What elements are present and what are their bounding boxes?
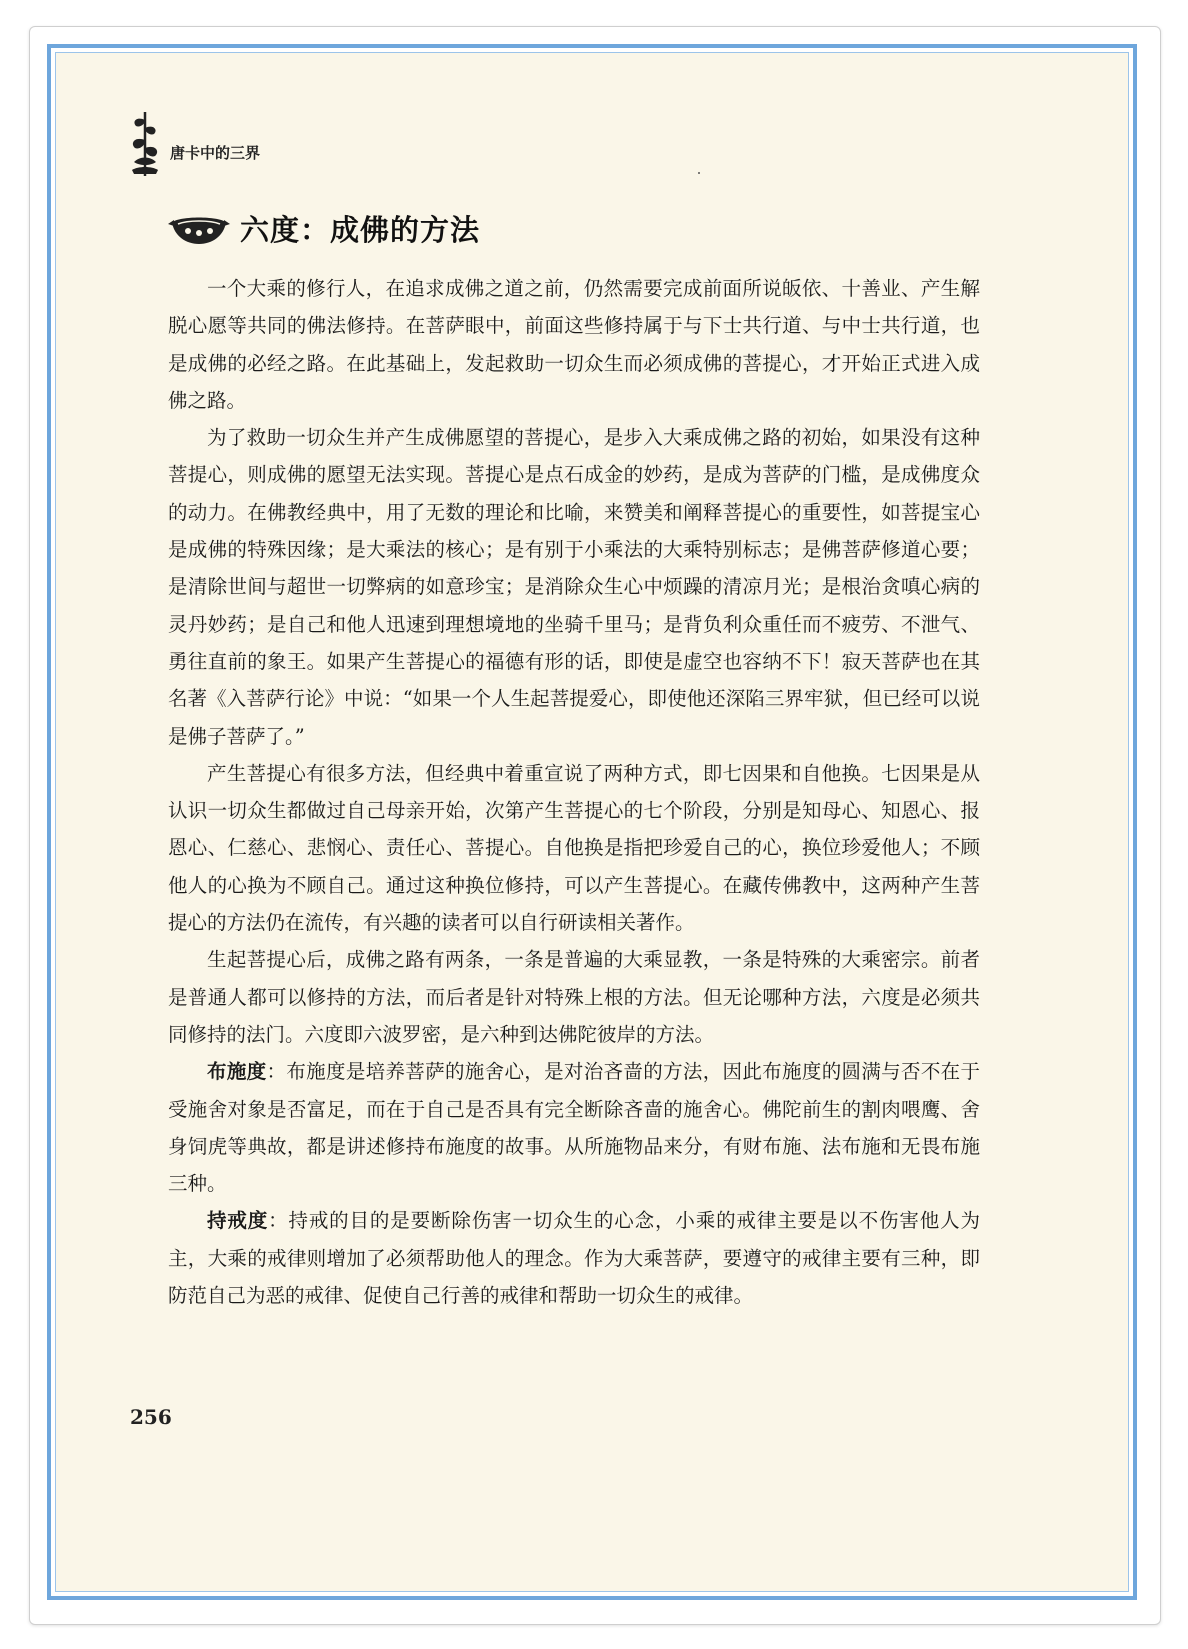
paragraph-discipline: [168, 1202, 980, 1314]
body-text: [168, 270, 980, 1314]
term-giving-text: ：布施度是培养菩萨的施舍心，是对治吝啬的方法，因此布施度的圆满与否不在于受施舍对象是否富足，而在于自己是否具有完全断除吝啬的施舍心。佛陀前生的割肉喂鹰、舍身饲虎等典故，都是讲述修持布施度的故事。从所施物品来分，有财布施、法布施和无畏布施三种。: [168, 1060, 980, 1196]
floral-ornament-icon: [128, 110, 162, 178]
running-head: 唐卡中的三界: [170, 144, 261, 162]
term-giving: 布施度: [207, 1060, 267, 1084]
section-title: 六度：成佛的方法: [240, 213, 481, 247]
paragraph-2: 为了救助一切众生并产生成佛愿望的菩提心，是步入大乘成佛之路的初始，如果没有这种菩提心，则成佛的愿望无法实现。菩提心是点石成金的妙药，是成为菩萨的门槛，是成佛度众的动力。在佛教经典中，用了无数的理论和比喻，来赞美和阐释菩提心的重要性，如菩提宝心是成佛的特殊因缘；是大乘法的核心；是有别于小乘法的大乘特别标志；是佛菩萨修道心要；是清除世间与超世一切弊病的如意珍宝；是消除众生心中烦躁的清凉月光；是根治贪嗔心病的灵丹妙药；是自己和他人迅速到理想境地的坐骑千里马；是背负利众重任而不疲劳、不泄气、勇往直前的象王。如果产生菩提心的福德有形的话，即使是虚空也容纳不下！寂天菩萨也在其名著《入菩萨行论》中说：“如果一个人生起菩提爱心，即使他还深陷三界牢狱，但已经可以说是佛子菩萨了。”: [168, 426, 980, 748]
term-discipline: 持戒度: [207, 1209, 269, 1233]
paragraph-4: 生起菩提心后，成佛之路有两条，一条是普遍的大乘显教，一条是特殊的大乘密宗。前者是普通人都可以修持的方法，而后者是针对特殊上根的方法。但无论哪种方法，六度是必须共同修持的法门。六度即六波罗密，是六种到达佛陀彼岸的方法。: [168, 948, 980, 1046]
section-heading: [168, 208, 480, 249]
term-discipline-text: ：持戒的目的是要断除伤害一切众生的心念，小乘的戒律主要是以不伤害他人为主，大乘的戒律则增加了必须帮助他人的理念。作为大乘菩萨，要遵守的戒律主要有三种，即防范自己为恶的戒律、促使自己行善的戒律和帮助一切众生的戒律。: [168, 1209, 980, 1308]
paragraph-giving: [168, 1053, 980, 1202]
bowl-ornament-icon: [168, 212, 230, 246]
speck: [698, 172, 700, 174]
paragraph-1: 一个大乘的修行人，在追求成佛之道之前，仍然需要完成前面所说皈依、十善业、产生解脱心愿等共同的佛法修持。在菩萨眼中，前面这些修持属于与下士共行道、与中士共行道，也是成佛的必经之路。在此基础上，发起救助一切众生而必须成佛的菩提心，才开始正式进入成佛之路。: [168, 277, 980, 412]
paragraph-3: 产生菩提心有很多方法，但经典中着重宣说了两种方式，即七因果和自他换。七因果是从认识一切众生都做过自己母亲开始，次第产生菩提心的七个阶段，分别是知母心、知恩心、报恩心、仁慈心、悲悯心、责任心、菩提心。自他换是指把珍爱自己的心，换位珍爱他人；不顾他人的心换为不顾自己。通过这种换位修持，可以产生菩提心。在藏传佛教中，这两种产生菩提心的方法仍在流传，有兴趣的读者可以自行研读相关著作。: [168, 761, 980, 935]
page-number: 256: [130, 1405, 172, 1429]
